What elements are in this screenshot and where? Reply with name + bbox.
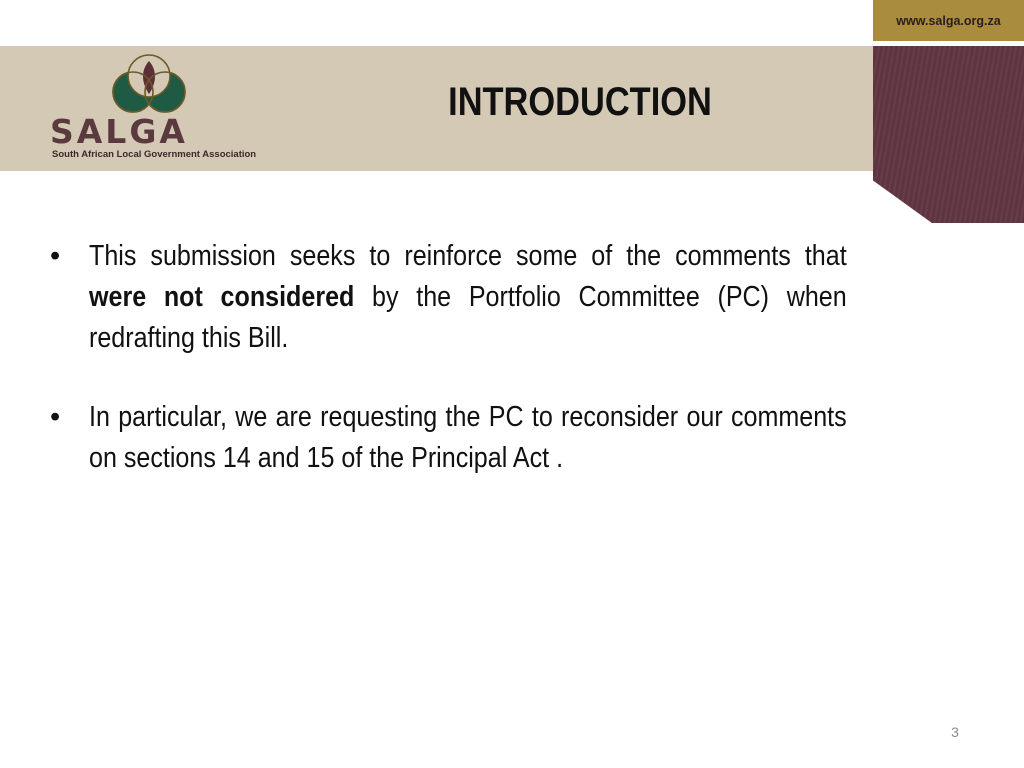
slide-title: INTRODUCTION — [448, 80, 712, 124]
salga-logo — [50, 52, 260, 164]
bullet-text-emphasis: were not considered — [89, 281, 355, 313]
slide-body — [50, 236, 950, 517]
bullet-item — [50, 397, 950, 479]
bullet-text-part: This submission seeks to reinforce some of the comments that — [89, 240, 847, 272]
logo-rings-icon — [105, 52, 197, 114]
logo-tagline: South African Local Government Association — [52, 149, 257, 160]
bullet-icon: • — [50, 240, 61, 272]
bullet-text — [89, 236, 847, 359]
corner-accent-graphic — [873, 46, 1024, 223]
bullet-text-part: by the Portfolio Committee (PC) when redrafting this Bill. — [89, 281, 847, 354]
bullet-text: In particular, we are requesting the PC to reconsider our comments on sections 14 and 15 of the Principal Act . — [89, 401, 847, 474]
page-number: 3 — [951, 724, 959, 740]
bullet-icon: • — [50, 401, 61, 433]
logo-wordmark: SALGA — [50, 112, 188, 151]
website-url: www.salga.org.za — [873, 0, 1024, 41]
bullet-item — [50, 236, 950, 359]
